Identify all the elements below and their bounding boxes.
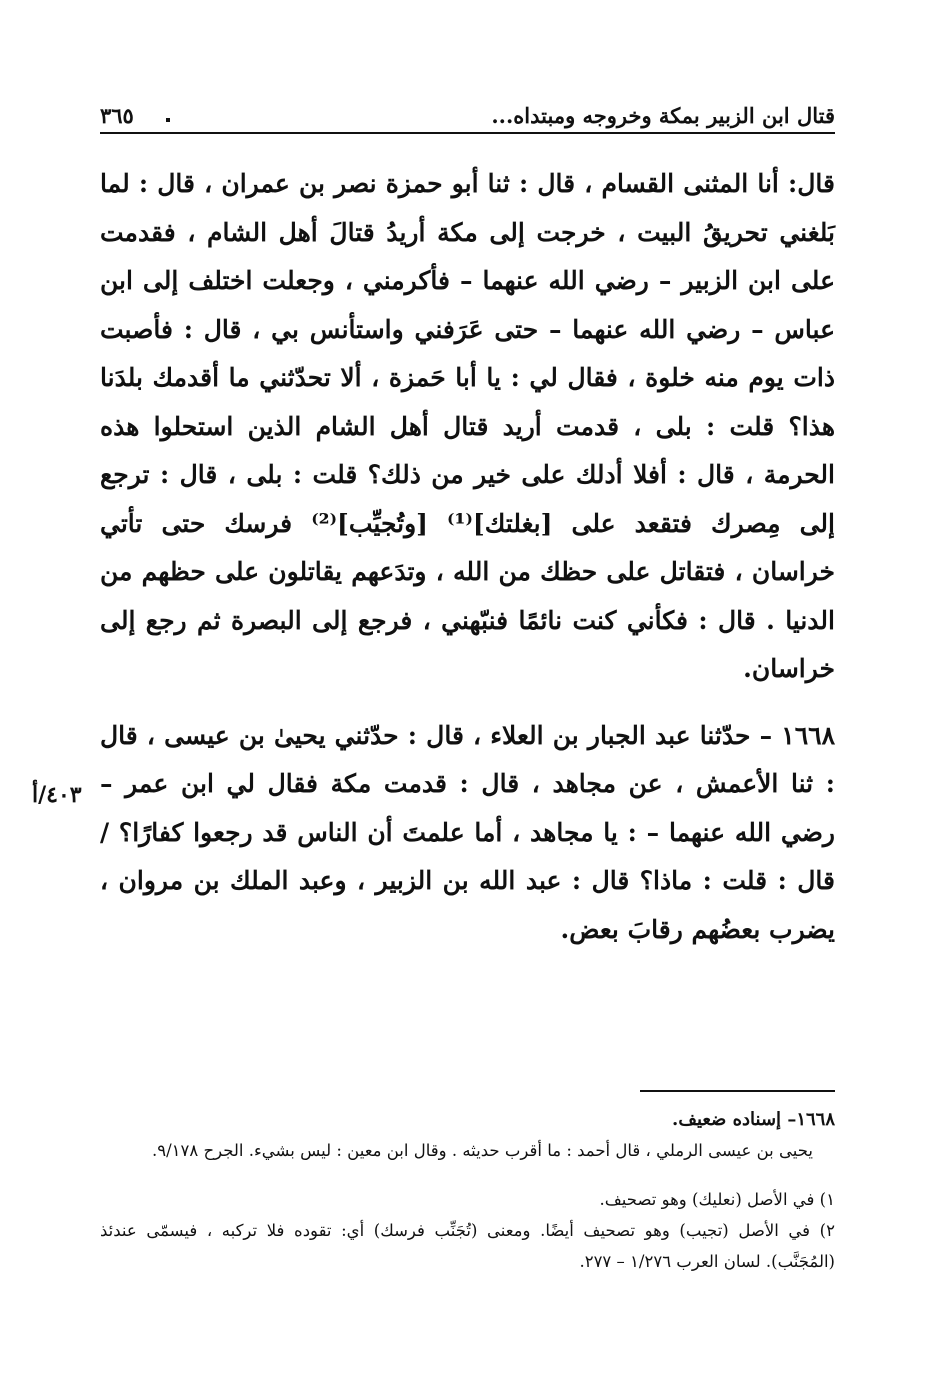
header-rule [100, 132, 835, 134]
book-page [100, 60, 835, 1350]
paragraph-hadith-1668: ١٦٦٨ – حدّثنا عبد الجبار بن العلاء ، قال : حدّثني يحيىٰ بن عيسى ، قال : ثنا الأعمش ، عن مجاهد ، قال : قدمت مكة فقال لي ابن عمر – رضي الله عنهما – : يا مجاهد ، أما علمتَ أن الناس قد رجعوا كفارًا؟ / قال : قلت : ماذا؟ قال : عبد الله بن الزبير ، وعبد الملك بن مروان ، يضرب بعضُهم رقابَ بعض. [100, 720, 835, 944]
running-header [100, 88, 835, 128]
footnote-1668-text: يحيى بن عيسى الرملي ، قال أحمد : ما أقرب حديثه . وقال ابن معين : ليس بشيء. الجرح ٩/١٧٨. [151, 1141, 813, 1160]
page-number: ٣٦٥ [100, 103, 134, 128]
manuscript-folio-note: ٤٠٣/أ [32, 782, 82, 808]
header-dot [166, 118, 170, 122]
main-text [100, 160, 835, 954]
footnote-1668-heading: ١٦٦٨– إسناده ضعيف. [672, 1109, 835, 1130]
footnotes [100, 1104, 835, 1277]
paragraph-narration: قال: أنا المثنى القسام ، قال : ثنا أبو حمزة نصر بن عمران ، قال : لما بَلغني تحريقُ البيت ، خرجت إلى مكة أريدُ قتالَ أهل الشام ، فقدمت على ابن الزبير – رضي الله عنهما – فأكرمني ، وجعلت اختلف إلى ابن عباس – رضي الله عنهما – حتى عَرَفني واستأنس بي ، قال : فأصبت ذات يوم منه خلوة ، فقال لي : يا أبا حَمزة ، ألا تحدّثني ما أقدمك بلدَنا هذا؟ قلت : بلى ، قدمت أريد قتال أهل الشام الذين استحلوا هذه الحرمة ، قال : أفلا أدلك على خير من ذلك؟ قلت : بلى ، قال : ترجع إلى مِصرك فتقعد على [بغلتك]⁽¹⁾ [وتُجيِّب]⁽²⁾ فرسك حتى تأتي خراسان ، فتقاتل على حظك من الله ، وتدَعهم يقاتلون على حظهم من الدنيا . قال : فكأني كنت نائمًا فنبّهني ، فرجع إلى البصرة ثم رجع إلى خراسان. [100, 169, 835, 683]
footnote-rule [640, 1090, 835, 1092]
header-title: قتال ابن الزبير بمكة وخروجه ومبتداه... [491, 103, 835, 128]
footnote-1: ١) في الأصل (نعليك) وهو تصحيف. [599, 1190, 835, 1209]
footnote-2: ٢) في الأصل (تجيب) وهو تصحيف أيضًا. ومعنى (تُجَنِّب فرسك) أي: تقوده فلا تركبه ، فيسمّى عندئذ (المُجَنَّب). لسان العرب ١/٢٧٦ – ٢٧٧. [100, 1221, 835, 1271]
